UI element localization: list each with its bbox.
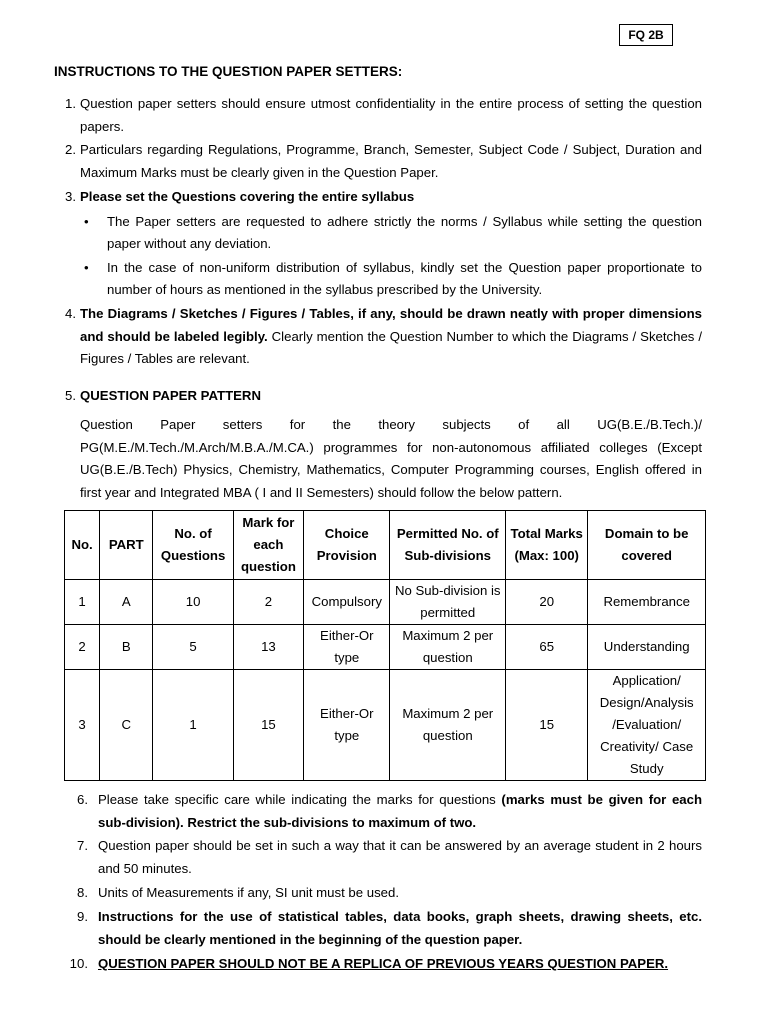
item-text: Question paper should be set in such a way that it can be answered by an average student in 2 hours and 50 minutes. bbox=[98, 838, 702, 876]
item-number: 9. bbox=[77, 909, 88, 924]
bullet-text: In the case of non-uniform distribution of syllabus, kindly set the Question paper proportionate to number of hours as mentioned in the syllabus prescribed by the University. bbox=[107, 260, 702, 297]
instruction-item-10 bbox=[54, 953, 702, 976]
table-cell: Either-Or type bbox=[304, 670, 390, 781]
table-cell: Either-Or type bbox=[304, 625, 390, 670]
instruction-item-1 bbox=[54, 93, 702, 138]
item-text bbox=[98, 789, 702, 834]
table-cell: 1 bbox=[153, 670, 233, 781]
table-row bbox=[65, 670, 706, 781]
table-cell: 20 bbox=[506, 580, 588, 625]
item-text: Instructions for the use of statistical tables, data books, graph sheets, drawing sheets, etc. should be clearly mentioned in the beginning of the question paper. bbox=[98, 909, 702, 947]
form-code-badge: FQ 2B bbox=[619, 24, 673, 46]
column-header: No. of Questions bbox=[153, 511, 233, 580]
table-cell: Maximum 2 per question bbox=[390, 670, 506, 781]
instruction-item-3 bbox=[54, 186, 702, 209]
instruction-item-9 bbox=[54, 906, 702, 951]
bullet-text: The Paper setters are requested to adhere strictly the norms / Syllabus while setting the question paper without any deviation. bbox=[107, 214, 702, 251]
item-number: 1. bbox=[65, 96, 76, 111]
item-bold-text: (marks must be given for each sub-division). Restrict the sub-divisions to maximum of two. bbox=[98, 792, 702, 830]
table-cell: Application/ Design/Analysis /Evaluation/ Creativity/ Case Study bbox=[588, 670, 706, 781]
item-regular-text: Please take specific care while indicating the marks for questions bbox=[98, 792, 502, 807]
table-header-row bbox=[65, 511, 706, 580]
item-number: 2. bbox=[65, 142, 76, 157]
column-header: Permitted No. of Sub-divisions bbox=[390, 511, 506, 580]
item-text bbox=[80, 303, 702, 371]
item-regular-text: Clearly mention the Question Number to which the Diagrams / Sketches / Figures / Tables are relevant. bbox=[80, 328, 703, 366]
instruction-item-8 bbox=[54, 882, 702, 905]
table-cell: 15 bbox=[233, 670, 303, 781]
item-number: 7. bbox=[77, 838, 88, 853]
item-text: QUESTION PAPER SHOULD NOT BE A REPLICA OF PREVIOUS YEARS QUESTION PAPER. bbox=[98, 956, 669, 971]
table-cell: Compulsory bbox=[304, 580, 390, 625]
item-number: 6. bbox=[77, 792, 88, 807]
instruction-item-2 bbox=[54, 139, 702, 184]
table-cell: No Sub-division is permitted bbox=[390, 580, 506, 625]
item-number: 4. bbox=[65, 306, 76, 321]
pattern-description bbox=[54, 414, 702, 504]
table-cell: 2 bbox=[65, 625, 100, 670]
section-title: QUESTION PAPER PATTERN bbox=[80, 388, 261, 403]
table-cell: 1 bbox=[65, 580, 100, 625]
column-header: Mark for each question bbox=[233, 511, 303, 580]
table-cell: Understanding bbox=[588, 625, 706, 670]
column-header: No. bbox=[65, 511, 100, 580]
instruction-item-7 bbox=[54, 835, 702, 880]
instruction-item-4 bbox=[54, 303, 702, 371]
item-text: Units of Measurements if any, SI unit must be used. bbox=[98, 885, 400, 900]
bullet-icon: • bbox=[84, 214, 89, 229]
table-row bbox=[65, 580, 706, 625]
item-number: 10. bbox=[69, 956, 88, 971]
column-header: Choice Provision bbox=[304, 511, 390, 580]
column-header: PART bbox=[100, 511, 153, 580]
table-cell: Remembrance bbox=[588, 580, 706, 625]
item-text: Question Paper setters for the theory subjects of all UG(B.E./B.Tech.)/ PG(M.E./M.Tech./M.Arch/M.B.A./M.CA.) programmes for non-autonomous affiliated colleges (Except UG(B.E./B.Tech) Physics, Chemistry, Mathematics, Computer Programming courses, English offered in first year and Integrated MBA ( I and II Semesters) should follow the below pattern. bbox=[80, 417, 702, 500]
table-cell: 5 bbox=[153, 625, 233, 670]
bullet-item bbox=[80, 211, 702, 255]
item-number: 3. bbox=[65, 189, 76, 204]
table-cell: C bbox=[100, 670, 153, 781]
table-cell: 3 bbox=[65, 670, 100, 781]
table-row bbox=[65, 625, 706, 670]
item-bold-text: The Diagrams / Sketches / Figures / Tables, if any, should be drawn neatly with proper dimensions and should be labeled legibly. bbox=[80, 306, 702, 344]
item-text: Particulars regarding Regulations, Programme, Branch, Semester, Subject Code / Subject, Duration and Maximum Marks must be clearly given in the Question Paper. bbox=[80, 142, 702, 180]
instruction-item-6 bbox=[54, 789, 702, 834]
table-cell: 2 bbox=[233, 580, 303, 625]
table-cell: A bbox=[100, 580, 153, 625]
item-number: 5. bbox=[65, 388, 76, 403]
item-text: Question paper setters should ensure utmost confidentiality in the entire process of setting the question papers. bbox=[80, 96, 702, 134]
table-cell: Maximum 2 per question bbox=[390, 625, 506, 670]
table-cell: B bbox=[100, 625, 153, 670]
instruction-item-5 bbox=[54, 385, 702, 408]
table-cell: 15 bbox=[506, 670, 588, 781]
column-header: Total Marks (Max: 100) bbox=[506, 511, 588, 580]
question-pattern-table bbox=[64, 510, 706, 781]
table-cell: 10 bbox=[153, 580, 233, 625]
table-cell: 65 bbox=[506, 625, 588, 670]
item-number: 8. bbox=[77, 885, 88, 900]
page-title: INSTRUCTIONS TO THE QUESTION PAPER SETTERS: bbox=[54, 64, 403, 79]
table-cell: 13 bbox=[233, 625, 303, 670]
item-text: Please set the Questions covering the entire syllabus bbox=[80, 189, 415, 204]
column-header: Domain to be covered bbox=[588, 511, 706, 580]
bullet-item bbox=[80, 257, 702, 301]
bullet-icon: • bbox=[84, 260, 89, 275]
